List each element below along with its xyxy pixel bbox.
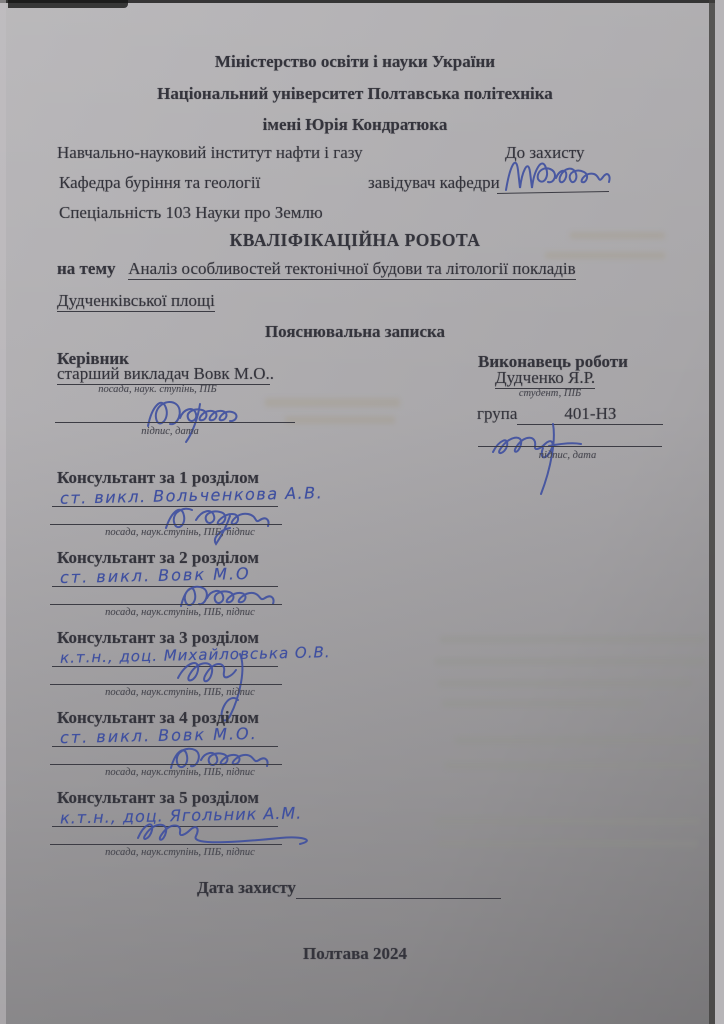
consultant-4-line2 bbox=[50, 764, 282, 765]
consultant-4-line1 bbox=[52, 746, 278, 747]
consultant-1-line2 bbox=[50, 524, 282, 525]
city-year: Полтава 2024 bbox=[302, 944, 408, 963]
supervisor-name: старший викладач Вовк М.О.. bbox=[57, 364, 275, 383]
work-title: КВАЛІФІКАЦІЙНА РОБОТА bbox=[229, 230, 481, 250]
topic-line1 bbox=[57, 259, 576, 279]
consultant-5-line2 bbox=[50, 844, 282, 845]
university-line2: імені Юрія Кондратюка bbox=[262, 115, 448, 134]
photo-top-left-edge bbox=[8, 0, 128, 8]
consultant-3-caption: посада, наук.ступінь, ПІБ, підпис bbox=[105, 687, 255, 698]
executor-signature-line bbox=[478, 446, 662, 447]
consultant-2-line2 bbox=[50, 604, 282, 605]
defense-date-row bbox=[197, 878, 501, 899]
consultant-4-handwritten: ст. викл. Вовк М.О. bbox=[59, 723, 258, 748]
consultant-5-heading: Консультант за 5 розділом bbox=[57, 788, 259, 807]
supervisor-label: Керівник bbox=[57, 349, 129, 368]
supervisor-sign-caption: підпис, дата bbox=[141, 426, 199, 437]
ministry-line: Міністерство освіти і науки України bbox=[214, 52, 496, 71]
institute-line: Навчально-науковий інститут нафти і газу bbox=[57, 143, 363, 162]
consultant-3-handwritten: к.т.н., доц. Михайловська О.В. bbox=[59, 643, 331, 667]
consultant-3-line2 bbox=[50, 684, 282, 685]
consultant-4-heading: Консультант за 4 розділом bbox=[57, 708, 259, 727]
consultant-1-line1 bbox=[52, 506, 278, 507]
executor-label: Виконавець роботи bbox=[478, 352, 628, 371]
doc-type: Пояснювальна записка bbox=[264, 322, 446, 341]
consultant-1-heading: Консультант за 1 розділом bbox=[57, 468, 259, 487]
topic-line2 bbox=[57, 291, 215, 311]
consultant-3-line1 bbox=[52, 666, 278, 667]
consultant-2-caption: посада, наук.ступінь, ПІБ, підпис bbox=[105, 607, 255, 618]
executor-name-caption: студент, ПІБ bbox=[518, 388, 582, 399]
department-line: Кафедра буріння та геології bbox=[59, 173, 261, 192]
topic-prefix: на тему bbox=[57, 259, 116, 278]
university-line1: Національний університет Полтавська політехніка bbox=[157, 84, 553, 103]
to-defense-label: До захисту bbox=[505, 143, 585, 162]
executor-name: Дудченко Я.Р. bbox=[495, 368, 596, 387]
supervisor-signature-line bbox=[55, 422, 295, 423]
consultant-1-handwritten: ст. викл. Вольченкова А.В. bbox=[59, 483, 324, 508]
executor-sign-caption: підпис, дата bbox=[538, 450, 597, 461]
supervisor-name-caption: посада, наук. ступінь, ПІБ bbox=[98, 384, 217, 395]
consultant-3-heading: Консультант за 3 розділом bbox=[57, 628, 259, 647]
photo-right-edge-strip bbox=[715, 0, 724, 1024]
consultant-2-heading: Консультант за 2 розділом bbox=[57, 548, 259, 567]
photo-left-edge bbox=[0, 0, 6, 1024]
topic-text-line2: Дудченківської площі bbox=[57, 291, 215, 310]
specialty-line: Спеціальність 103 Науки про Землю bbox=[59, 203, 323, 222]
consultant-5-line1 bbox=[52, 826, 278, 827]
consultant-2-line1 bbox=[52, 586, 278, 587]
consultant-5-caption: посада, наук.ступінь, ПІБ, підпис bbox=[105, 847, 255, 858]
consultant-2-handwritten: ст. викл. Вовк М.О bbox=[59, 564, 251, 587]
group-label: група bbox=[477, 404, 518, 423]
defense-date-label: Дата захисту bbox=[197, 878, 296, 897]
executor-group-row bbox=[477, 404, 663, 425]
consultant-1-caption: посада, наук.ступінь, ПІБ, підпис bbox=[105, 527, 255, 538]
dept-head-label: завідувач кафедри bbox=[368, 173, 500, 192]
group-value: 401-НЗ bbox=[517, 404, 663, 425]
dept-head-signature-line bbox=[497, 191, 609, 194]
topic-text-line1: Аналіз особливостей тектонічної будови та літології покладів bbox=[128, 259, 576, 278]
consultant-5-handwritten: к.т.н., доц. Ягольник А.М. bbox=[59, 803, 303, 828]
consultant-4-caption: посада, наук.ступінь, ПІБ, підпис bbox=[105, 767, 255, 778]
